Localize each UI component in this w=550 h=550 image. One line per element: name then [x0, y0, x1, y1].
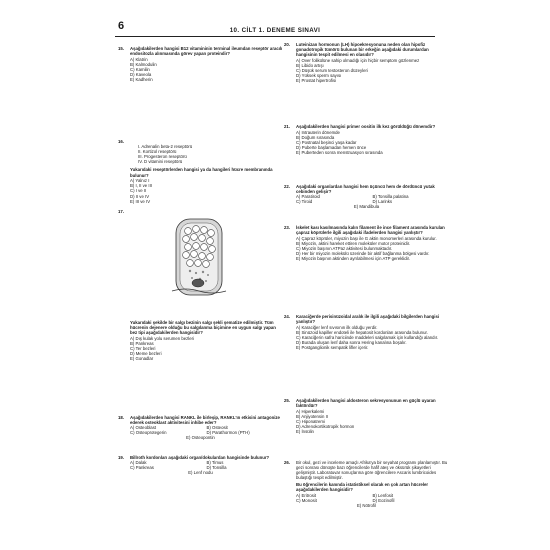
options-list [130, 336, 283, 361]
question-16 [118, 139, 283, 204]
question-19 [118, 455, 283, 475]
option[interactable]: C) Postnatal beşinci yaşa kadar [296, 139, 357, 145]
question-25 [284, 398, 449, 434]
question-20 [284, 42, 449, 83]
page-number: 6 [118, 20, 125, 32]
question-number: 17. [118, 209, 124, 214]
options-grid [296, 493, 449, 503]
question-text: Aşağıdaki organlardan hangisi hem üçüncü hem de dördüncü yutak cebinden gelişir? [296, 184, 435, 195]
option[interactable]: C) Karaciğerin safra hariciinde maddeleri salgılamak için kullandığı alandır. [296, 334, 439, 340]
question-15 [118, 46, 283, 82]
option[interactable]: A) Intrauterin dönemde [296, 129, 340, 135]
option[interactable]: E) Kadherin [130, 77, 153, 83]
question-text: Billroth kordonları aşağıdaki organ/dokulardan hangisinde bulunur? [130, 455, 270, 460]
option[interactable]: E) Prostat hipertrofisi [296, 78, 337, 84]
question-text: Aşağıdakilerden hangisi RANKL ile birleşip, RANKL'ın etkisini antagonize ederek osteoklast aktivitesini inhibe eder? [130, 415, 280, 426]
option[interactable]: D) Kaveola [130, 72, 152, 78]
option[interactable]: A) Yalnız I [130, 178, 150, 184]
option[interactable]: A) Osteoblast [130, 425, 157, 431]
option[interactable]: A) Dış kulak yolu serumen bezleri [130, 335, 195, 341]
option[interactable]: E) Miyozin başının aktinden ayrılabilmesi için ATP gereklidir. [296, 256, 410, 262]
option[interactable]: E) Osteopontin [186, 435, 215, 441]
option[interactable]: C) I ve II [130, 188, 147, 194]
option[interactable]: D) Adrenokortikotropik hormon [296, 424, 355, 430]
page-header-title: 10. CİLT 1. DENEME SINAVI [229, 27, 321, 34]
option[interactable]: A) Eritrosit [296, 492, 317, 498]
option[interactable]: A) Klatrin [130, 56, 148, 62]
question-number: 15. [118, 46, 124, 51]
option[interactable]: D) II ve IV [130, 193, 150, 199]
question-26 [284, 460, 449, 508]
question-text: Aşağıdakilerden hangisi B12 vitamininin terminal ileumdan reseptör aracılı endositozla alınmasında görev yapan proteindir? [130, 46, 283, 57]
options-grid [296, 194, 449, 204]
option[interactable]: A) Paratiroid [296, 194, 320, 200]
option[interactable]: C) Kamilin [130, 66, 150, 72]
options-list [296, 130, 449, 155]
options-grid [130, 425, 283, 435]
option[interactable]: E) Postganglionik sempatik lifler içerir. [296, 345, 369, 351]
option[interactable]: A) Çapraz köprüler, miyozin başı ile G aktin monomerleri arasında kurulur. [296, 235, 437, 241]
option[interactable]: B) Miyozin, aktini hareket ettiren moleküler motor proteinidir. [296, 240, 411, 246]
option[interactable]: D) Eozinofil [372, 497, 395, 503]
options-list [130, 178, 283, 203]
option[interactable]: C) Miyozin başının ATPaz aktivitesi bulunmaktadır. [296, 245, 393, 251]
option[interactable]: C) Düşük serum testosteron düzeyleri [296, 68, 368, 74]
options-list [296, 409, 449, 434]
statement-list [138, 144, 283, 164]
option[interactable]: B) Osteosit [206, 425, 228, 431]
option[interactable]: A) Hiperkalemi [296, 408, 325, 414]
option[interactable]: B) I, II ve III [130, 183, 152, 189]
question-text: Aşağıdakilerden hangisi aldosteron sekresyonunun en güçlü uyaran faktördür? [296, 398, 436, 409]
option[interactable]: C) Pankreas [130, 465, 154, 471]
options-list [296, 236, 449, 261]
question-24 [284, 314, 449, 350]
option[interactable]: D) Yüksek sperm sayısı [296, 73, 342, 79]
option[interactable]: C) Ter bezleri [130, 346, 156, 352]
option[interactable]: A) Dalak [130, 460, 147, 466]
option[interactable]: E) Lenf nodu [188, 470, 213, 476]
question-21 [284, 124, 449, 155]
statement: II. Kortizol reseptörü [138, 149, 177, 155]
question-text: Luteinizan hormonun (LH) hipoekresyonuna neden olan hipofiz gonadotropik tümörü bulunan bir erkeğin aşağıdaki durumlardan hangisinin tespit edilmesi en olasıdır? [296, 42, 429, 58]
options-list [296, 325, 449, 350]
option[interactable]: D) Meme bezleri [130, 351, 162, 357]
option[interactable]: C) Hiponatremi [296, 418, 325, 424]
option[interactable]: D) Her bir miyozin molekülü üzerinde bir aktif bağlanma bölgesi vardır. [296, 251, 430, 257]
option[interactable]: B) Timus [206, 460, 224, 466]
option[interactable]: E) Puberteden sonra menstruasyon sırasında [296, 150, 383, 156]
question-number: 23. [284, 225, 290, 230]
statement: IV. D vitamini reseptörü [138, 159, 183, 165]
question-number: 20. [284, 42, 290, 47]
option[interactable]: A) Karaciğer lenf sıvısının ilk olduğu yerdir. [296, 324, 378, 330]
option[interactable]: B) Kalmodulin [130, 61, 157, 67]
options-list [130, 57, 283, 82]
question-text: Yukarıdaki reseptörlerden hangisi ya da hangileri hücre membranında bulunur? [130, 167, 273, 178]
option[interactable]: D) Puberte başlamadan hemen önce [296, 144, 367, 150]
option[interactable]: D) Larinks [372, 199, 393, 205]
question-text: Yukarıdaki şekilde bir salgı bezinin salgı şekli şematize edilmiştir. Tüm hücrenin dejenere olduğu bu salgılanma biçimine en uygun salgı yapan bez tipi aşağıdakilerden hangisidir? [130, 320, 276, 336]
option[interactable]: B) Tonsilla palatina [372, 194, 409, 200]
option[interactable]: E) III ve IV [130, 198, 151, 204]
question-17 [118, 209, 283, 414]
question-text: İskelet kası kasılmasında kalın filament ile ince filament arasında kurulan çapraz köprülerle ilgili aşağıdaki ifadelerden hangisi yanlıştır? [296, 225, 445, 236]
option[interactable]: B) Libido artışı [296, 62, 324, 68]
option[interactable]: D) Burada oluşan lenf daha sonra Hering kanalına boşalır. [296, 340, 407, 346]
question-number: 21. [284, 124, 290, 129]
option[interactable]: E) İnsülin [296, 429, 314, 435]
option[interactable]: B) Pankreas [130, 340, 154, 346]
question-number: 26. [284, 460, 290, 465]
statement: I. Adrenalin beta-2 reseptörü [138, 144, 193, 150]
question-number: 16. [118, 139, 124, 144]
statement: III. Progesteron reseptörü [138, 154, 187, 160]
option[interactable]: E) Nötrofil [356, 502, 377, 508]
question-stem: Bir okul, gezi ve inceleme amaçlı Afrika'ya bir seyahat programı planlamıştır. Bu gezi sonrası dönüşte bazı öğrencilerde hafif ateş ve öksürük şikayetleri gelişmiştir. Laboratuvar sonuçlarına göre öğrencilere Ascaris lumbricoides bulaştığı tespit edilmiştir. [296, 460, 448, 481]
option[interactable]: C) Osteoprotegerin [130, 430, 167, 436]
question-number: 19. [118, 455, 124, 460]
option[interactable]: A) Over folikülüne sahip olmadığı için hiçbir semptom gözlenmez [296, 57, 420, 63]
option[interactable]: C) Monosit [296, 497, 317, 503]
options-grid [130, 460, 283, 470]
option[interactable]: D) Tonsilla [206, 465, 227, 471]
question-22 [284, 184, 449, 209]
header-rule [115, 36, 435, 37]
question-text: Aşağıdakilerden hangisi primer oositin ilk kez görüldüğü dönemdir? [296, 124, 436, 129]
option[interactable]: B) Sinüzoid kapiller endoteli ile hepatosit kordonları arasında bulunur. [296, 329, 428, 335]
question-23 [284, 225, 449, 261]
question-text: Karaciğerde perisinüzoidal aralık ile ilgili aşağıdaki bilgilerden hangisi yanlıştır? [296, 314, 440, 325]
option[interactable]: B) Doğum sırasında [296, 134, 335, 140]
question-number: 18. [118, 415, 124, 420]
option[interactable]: C) Tiroid [296, 199, 313, 205]
option[interactable]: B) Anjiyotensin II [296, 413, 329, 419]
option[interactable]: E) Gonadlar [130, 356, 154, 362]
option[interactable]: D) Parathormon (PTH) [206, 430, 250, 436]
gland-cell-figure [168, 217, 230, 297]
question-number: 22. [284, 184, 290, 189]
option[interactable]: B) Lenfosit [372, 492, 394, 498]
options-list [296, 58, 449, 83]
option[interactable]: E) Mandibula [353, 204, 380, 210]
question-number: 25. [284, 398, 290, 403]
question-18 [118, 415, 283, 440]
question-number: 24. [284, 314, 290, 319]
question-text: Bu öğrencilerin kanında istatistiksel olarak en çok artan hücreler aşağıdakilerden hangisidir? [296, 482, 429, 493]
